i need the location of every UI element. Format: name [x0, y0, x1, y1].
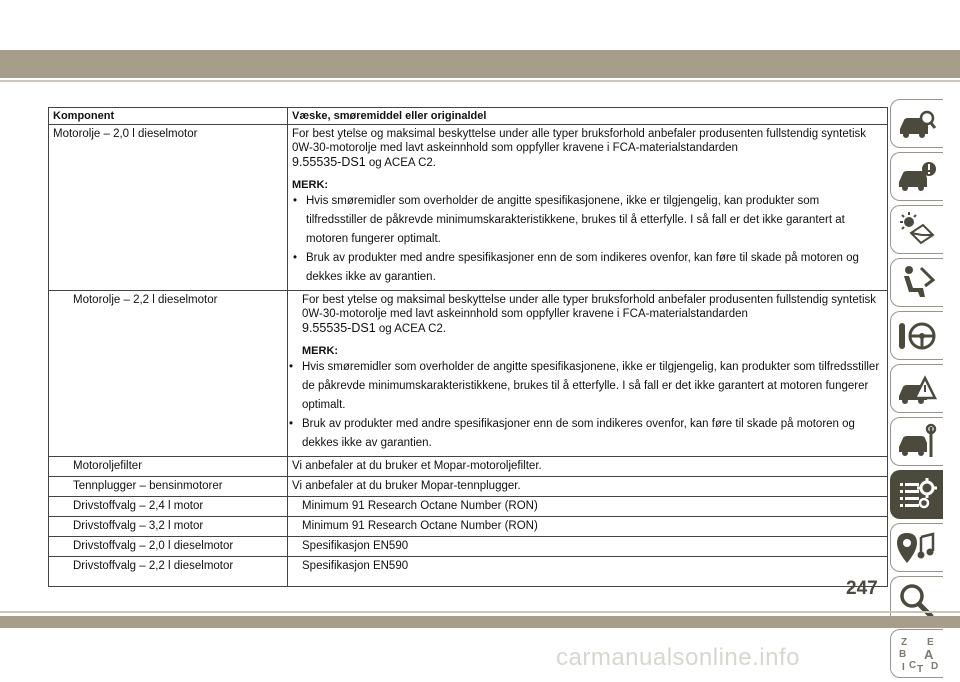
tab-chapter-11[interactable] — [890, 629, 943, 678]
spec-code: 9.55535-DS1 — [302, 321, 376, 335]
tab-chapter-1[interactable] — [890, 99, 943, 148]
spec-text — [302, 293, 883, 336]
spec-description: For best ytelse og maksimal beskyttelse under alle typer bruksforhold anbefaler produsenten fullstendig syntetisk 0W-30-motorolje med lavt askeinnhold som oppfyller kravene i FCA-materialstandarden — [292, 128, 867, 154]
value-cell: Vi anbefaler at du bruker et Mopar-motoroljefilter. — [288, 457, 888, 477]
spec-cell — [288, 291, 888, 457]
component-cell: Motorolje – 2,2 l dieselmotor — [49, 291, 288, 457]
note-item: • Bruk av produkter med andre spesifikasjoner enn de som indikeres ovenfor, kan føre til skade på motoren og dekkes ikke av garantien. — [292, 249, 883, 287]
table-header-row — [49, 108, 888, 125]
tab-chapter-2[interactable] — [890, 152, 943, 201]
footer-rule — [0, 611, 960, 613]
header-rule — [0, 80, 960, 82]
note-item: • Hvis smøremidler som overholder de angitte spesifikasjonene, ikke er tilgjengelig, kan produkter som tilfredsstiller de påkrevde minimumskarakteristikkene, brukes til å etterfylle. I så fall er det ikke garantert at motoren fungerer optimalt. — [292, 192, 883, 249]
footer-band — [0, 616, 960, 628]
chapter-tabs — [890, 99, 948, 682]
table-row — [49, 125, 888, 291]
component-cell: Drivstoffvalg – 2,0 l dieselmotor — [49, 537, 288, 557]
table-row — [49, 557, 888, 587]
tab-chapter-5[interactable] — [890, 311, 943, 360]
note-item: • Hvis smøremidler som overholder de angitte spesifikasjonene, ikke er tilgjengelig, kan produkter som tilfredsstiller de påkrevde minimumskarakteristikkene, brukes til å etterfylle. I så fall er det ikke garantert at motoren fungerer optimalt. — [288, 358, 883, 415]
table-row — [49, 517, 888, 537]
tab-chapter-8[interactable] — [890, 470, 943, 519]
note-label: MERK: — [292, 179, 329, 191]
component-cell: Drivstoffvalg – 2,2 l dieselmotor — [49, 557, 288, 587]
table-row — [49, 291, 888, 457]
tab-chapter-6[interactable] — [890, 364, 943, 413]
component-cell: Motorolje – 2,0 l dieselmotor — [49, 125, 288, 291]
table-row — [49, 477, 888, 497]
index-letter: C — [909, 660, 917, 671]
value-cell: Minimum 91 Research Octane Number (RON) — [288, 517, 888, 537]
component-cell: Motoroljefilter — [49, 457, 288, 477]
note-label: MERK: — [302, 345, 339, 357]
specs-gear-icon — [897, 476, 937, 513]
car-warning-icon — [897, 158, 937, 195]
tab-chapter-4[interactable] — [890, 258, 943, 307]
index-letter: A — [924, 647, 934, 662]
note-item: • Bruk av produkter med andre spesifikasjoner enn de som indikeres ovenfor, kan føre til skade på motoren og dekkes ikke av garantien. — [288, 415, 883, 453]
page-number: 247 — [846, 578, 878, 599]
table-row — [49, 537, 888, 557]
value-cell: Spesifikasjon EN590 — [288, 557, 888, 587]
index-letter: T — [917, 664, 924, 675]
index-letter: I — [902, 662, 905, 673]
spec-text — [292, 127, 883, 170]
index-letters-icon — [897, 635, 939, 675]
value-cell: Minimum 91 Research Octane Number (RON) — [288, 497, 888, 517]
spec-tail: og ACEA C2. — [378, 323, 446, 335]
tab-chapter-3[interactable] — [890, 205, 943, 254]
component-cell: Tennplugger – bensinmotorer — [49, 477, 288, 497]
car-magnifier-icon — [897, 105, 937, 142]
value-cell: Spesifikasjon EN590 — [288, 537, 888, 557]
column-header-component: Komponent — [49, 108, 288, 125]
spec-cell — [288, 125, 888, 291]
tab-chapter-9[interactable] — [890, 523, 943, 572]
watermark: carmanualsonline.info — [556, 644, 800, 671]
multimedia-icon — [897, 529, 937, 566]
index-letter: E — [927, 637, 934, 648]
note-list — [288, 358, 883, 453]
search-icon — [897, 582, 937, 619]
index-letter: D — [931, 661, 939, 672]
spec-code: 9.55535-DS1 — [292, 155, 366, 169]
spec-tail: og ACEA C2. — [368, 157, 436, 169]
dashboard-lights-icon — [897, 211, 937, 248]
spec-description: For best ytelse og maksimal beskyttelse under alle typer bruksforhold anbefaler produsenten fullstendig syntetisk 0W-30-motorolje med lavt askeinnhold som oppfyller kravene i FCA-materialstandarden — [302, 294, 877, 320]
index-letter: Z — [901, 637, 908, 648]
steering-wheel-icon — [897, 317, 937, 354]
component-cell: Drivstoffvalg – 3,2 l motor — [49, 517, 288, 537]
airbag-seat-icon — [897, 264, 937, 301]
note-list — [292, 192, 883, 287]
fluids-spec-table — [48, 107, 888, 587]
index-letter: B — [899, 649, 907, 660]
column-header-spec: Væske, smøremiddel eller originaldel — [288, 108, 888, 125]
header-band — [0, 50, 960, 78]
car-breakdown-icon — [897, 370, 937, 407]
tab-chapter-7[interactable] — [890, 417, 943, 466]
component-cell: Drivstoffvalg – 2,4 l motor — [49, 497, 288, 517]
car-service-icon — [897, 423, 937, 460]
value-cell: Vi anbefaler at du bruker Mopar-tennplugger. — [288, 477, 888, 497]
table-row — [49, 497, 888, 517]
table-row — [49, 457, 888, 477]
